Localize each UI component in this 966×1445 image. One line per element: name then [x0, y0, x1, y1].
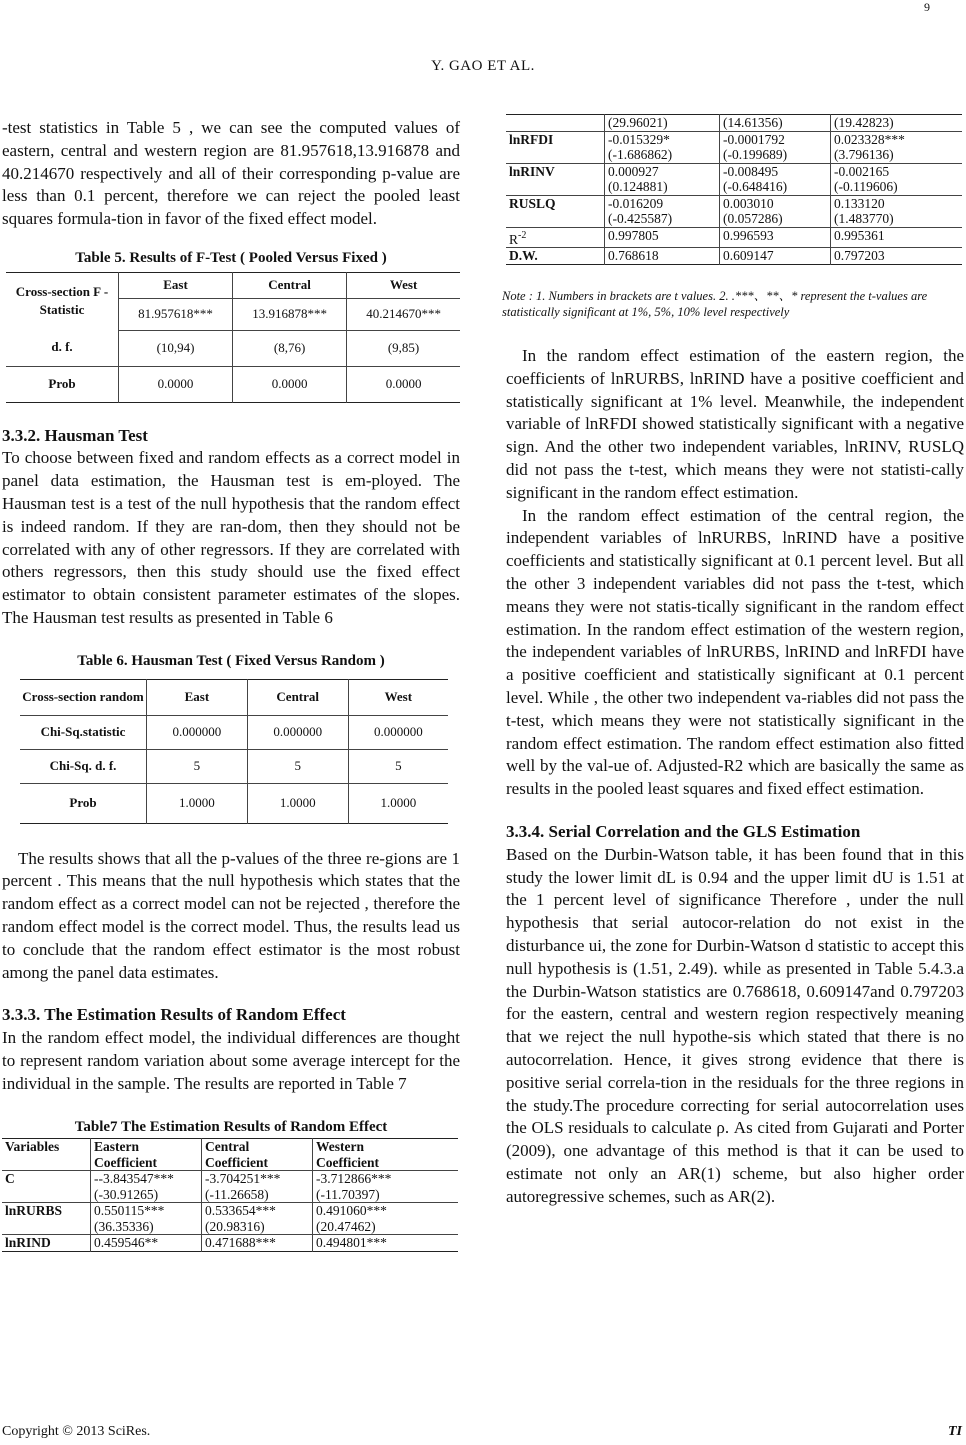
section-334-heading: 3.3.4. Serial Correlation and the GLS Estimation — [506, 821, 861, 841]
table7-note: Note : 1. Numbers in brackets are t values. 2. .***、**、* represent the t-values are statistically significant at 1%, 5%, 10% level respectively — [502, 289, 928, 319]
table7-continued — [506, 114, 962, 265]
table7-cell: 0.023328*** (3.796136) — [831, 131, 963, 163]
table7-cell: 0.471688*** — [202, 1235, 313, 1252]
table5-fstat-central: 13.916878*** — [233, 298, 347, 330]
left-column — [2, 117, 460, 1252]
intro-paragraph: -test statistics in Table 5 , we can see the computed values of eastern, central and western region are 81.957618,13.916878 and 40.214670 respectively and all of their corresponding p-value are less than 0.1 percent, therefore we can reject the pooled least squares formula-tion in favor of the fixed effect model. — [2, 118, 460, 229]
table7-cell: 0.797203 — [831, 248, 963, 265]
table6-chi-label: Chi-Sq.statistic — [20, 715, 147, 749]
right-column — [506, 345, 964, 1208]
table7-caption: Table7 The Estimation Results of Random Effect — [74, 1118, 388, 1135]
random-effect-paragraph: In the random effect model, the individual differences are thought to represent random variation about some average intercept for the individual in the sample. The results are reported in Table 7 — [2, 1028, 460, 1093]
table7-var-lnrfdi: lnRFDI — [506, 131, 605, 163]
running-head: Y. GAO ET AL. — [431, 58, 535, 74]
table6-header-east: East — [147, 679, 248, 715]
table6-corner: Cross-section random — [20, 679, 147, 715]
table6-prob-east: 1.0000 — [147, 783, 248, 823]
table7-cell: --3.843547*** (-30.91265) — [91, 1171, 202, 1203]
section-333-heading: 3.3.3. The Estimation Results of Random Effect — [2, 1005, 346, 1025]
table7-var-lnrind: lnRIND — [5, 1235, 51, 1251]
table6-header-west: West — [348, 679, 448, 715]
table7-cell: 0.533654*** (20.98316) — [202, 1203, 313, 1235]
table7-cell: 0.997805 — [605, 227, 720, 248]
table5-prob-east: 0.0000 — [119, 366, 233, 402]
table5-caption: Table 5. Results of F-Test ( Pooled Versus Fixed ) — [75, 249, 387, 266]
table7-var-lnrinv: lnRINV — [506, 163, 605, 195]
table7-coef-label: Coefficient — [91, 1155, 202, 1171]
table6 — [20, 679, 448, 824]
table7-cell: 0.003010 (0.057286) — [720, 195, 831, 227]
table5 — [6, 272, 460, 403]
table5-fstat-west: 40.214670*** — [347, 298, 460, 330]
table7-cell: -0.016209 (-0.425587) — [605, 195, 720, 227]
table5-fstat-east: 81.957618*** — [119, 298, 233, 330]
table6-df-central: 5 — [247, 749, 348, 783]
table7-coef-label: Coefficient — [202, 1155, 313, 1171]
table5-df-label: d. f. — [6, 330, 119, 366]
table5-prob-label: Prob — [48, 375, 76, 391]
table7-cell: (29.96021) — [605, 115, 720, 132]
table6-chi-east: 0.000000 — [147, 715, 248, 749]
table7-cell: 0.133120 (1.483770) — [831, 195, 963, 227]
table5-prob-central: 0.0000 — [233, 366, 347, 402]
table6-prob-central: 1.0000 — [247, 783, 348, 823]
table7-dw-label: D.W. — [509, 248, 538, 263]
table7-r2-label: $R^{-2}$ — [506, 227, 605, 248]
eastern-paragraph: In the random effect estimation of the eastern region, the coefficients of lnRURBS, lnRIND have a positive coefficient and statistically significant at 1% level. Meanwhile, the independent variable of lnRFDI showed statistically significant with a negative sign. And the other two independent variables, lnRINV, RUSLQ did not pass the t-test, which means they were not statisti-cally significant in the random effect estimation. — [506, 346, 964, 502]
table7-var-ruslq: RUSLQ — [506, 195, 605, 227]
table5-df-central: (8,76) — [233, 330, 347, 366]
table6-df-label: Chi-Sq. d. f. — [20, 749, 147, 783]
table6-caption: Table 6. Hausman Test ( Fixed Versus Random ) — [77, 652, 385, 669]
durbin-watson-paragraph: Based on the Durbin-Watson table, it has been found that in this study the lower limit dL is 0.94 and the upper limit dU is 1.51 at the 1 percent level of significance Therefore , under the null hypothesis that serial autocor-relation do not exist in the disturbance ui, the zone for Durbin-Watson d statistic to accept this null hypothesis is (1.51, 2.49). while as presented in Table 5.4.3.a the Durbin-Watson statistics are 0.768618, 0.609147and 0.797203 for the eastern, central and western region respectively meaning that we reject the null hypothe-sis which stated that there is no autocorrelation. Hence, it gives strong evidence that there is positive serial correla-tion in the residuals for the three regions in the study.The procedure correcting for serial autocorrelation uses the OLS residuals to calculate ρ. As cited from Gujarati and Porter (2009), one advantage of this method is that it can be used to estimate not only an AR(1) scheme, but also higher order autoregressive schemes, such as AR(2). — [506, 844, 964, 1206]
table6-header-central: Central — [247, 679, 348, 715]
table7-cell: -0.002165 (-0.119606) — [831, 163, 963, 195]
table7-var-lnrurbs: lnRURBS — [2, 1203, 91, 1235]
table7-cell: 0.609147 — [720, 248, 831, 265]
footer-journal: TI — [948, 1424, 962, 1439]
table6-df-east: 5 — [147, 749, 248, 783]
table7-cell: -0.015329* (-1.686862) — [605, 131, 720, 163]
table5-prob-west: 0.0000 — [347, 366, 460, 402]
table7-cell: 0.459546** — [91, 1235, 202, 1252]
table6-prob-west: 1.0000 — [348, 783, 448, 823]
table6-chi-central: 0.000000 — [247, 715, 348, 749]
central-western-paragraph: In the random effect estimation of the central region, the independent variables of lnRURBS, lnRIND have a positive coefficients and statistically significant at 0.1 percent level. But all the other 3 independent variables did not pass the t-test, which means they were not statis-tically significant in the random effect estimation. In the random effect estimation of the western region, the independent variables of lnRURBS, lnRIND and lnRFDI have a positive coefficient and statistically significant at 0.1 percent level. While , the other two independent va-riables did not pass the t-test, which means they were not statistically significant in the random effect estimation. The random effect estimation also fitted well by the val-ue of. Adjusted-R2 which are basically the same as results in the pooled least squares and fixed effect estimation. — [506, 505, 964, 799]
table6-prob-label: Prob — [69, 794, 97, 810]
table7-region-eastern: Eastern — [91, 1139, 202, 1155]
table7-cell: (19.42823) — [831, 115, 963, 132]
section-332-heading: 3.3.2. Hausman Test — [2, 425, 148, 445]
table7 — [2, 1138, 458, 1252]
table5-header-central: Central — [233, 272, 347, 298]
footer-copyright: Copyright © 2013 SciRes. — [2, 1424, 151, 1439]
table5-df-east: (10,94) — [119, 330, 233, 366]
table7-cell: 0.768618 — [605, 248, 720, 265]
table7-cell: 0.996593 — [720, 227, 831, 248]
results-paragraph: The results shows that all the p-values of the three re-gions are 1 percent . This means that the null hypothesis which states that the random effect as a correct model can not be rejected , therefore the random effect model is the correct model. Thus, the results lead us to conclude that the random effect estimator is the most robust among the panel data estimates. — [2, 848, 460, 982]
table7-cell: 0.494801*** — [313, 1235, 459, 1252]
table5-df-west: (9,85) — [347, 330, 460, 366]
table7-cell: 0.491060*** (20.47462) — [313, 1203, 459, 1235]
table7-cell: -0.008495 (-0.648416) — [720, 163, 831, 195]
table7-cell: -3.712866*** (-11.70397) — [313, 1171, 459, 1203]
table7-cell: 0.000927 (0.124881) — [605, 163, 720, 195]
table7-var-c: C — [2, 1171, 91, 1203]
table7-cell: 0.995361 — [831, 227, 963, 248]
table6-df-west: 5 — [348, 749, 448, 783]
table7-region-central: Central — [202, 1139, 313, 1155]
table7-coef-label: Coefficient — [313, 1155, 459, 1171]
table7-cell: -0.0001792 (-0.199689) — [720, 131, 831, 163]
table5-header-east: East — [119, 272, 233, 298]
table5-corner: Cross-section F -Statistic — [15, 284, 109, 318]
table7-variables-label: Variables — [5, 1139, 60, 1155]
table7-cell: 0.550115*** (36.35336) — [91, 1203, 202, 1235]
table7-cell: -3.704251*** (-11.26658) — [202, 1171, 313, 1203]
table7-cell: (14.61356) — [720, 115, 831, 132]
table5-header-west: West — [347, 272, 460, 298]
hausman-paragraph: To choose between fixed and random effects as a correct model in panel data estimation, the Hausman test is em-ployed. The Hausman test is a test of the null hypothesis that the random effect is indeed random. If they are ran-dom, then they should not be correlated with any of other regressors. If they are correlated with others regressors, then this study should use the fixed effect estimator to obtain consistent parameter estimates of the slopes. The Hausman test results as presented in Table 6 — [2, 448, 460, 627]
table7-region-western: Western — [313, 1139, 459, 1155]
table6-chi-west: 0.000000 — [348, 715, 448, 749]
page-number: 9 — [924, 0, 930, 14]
